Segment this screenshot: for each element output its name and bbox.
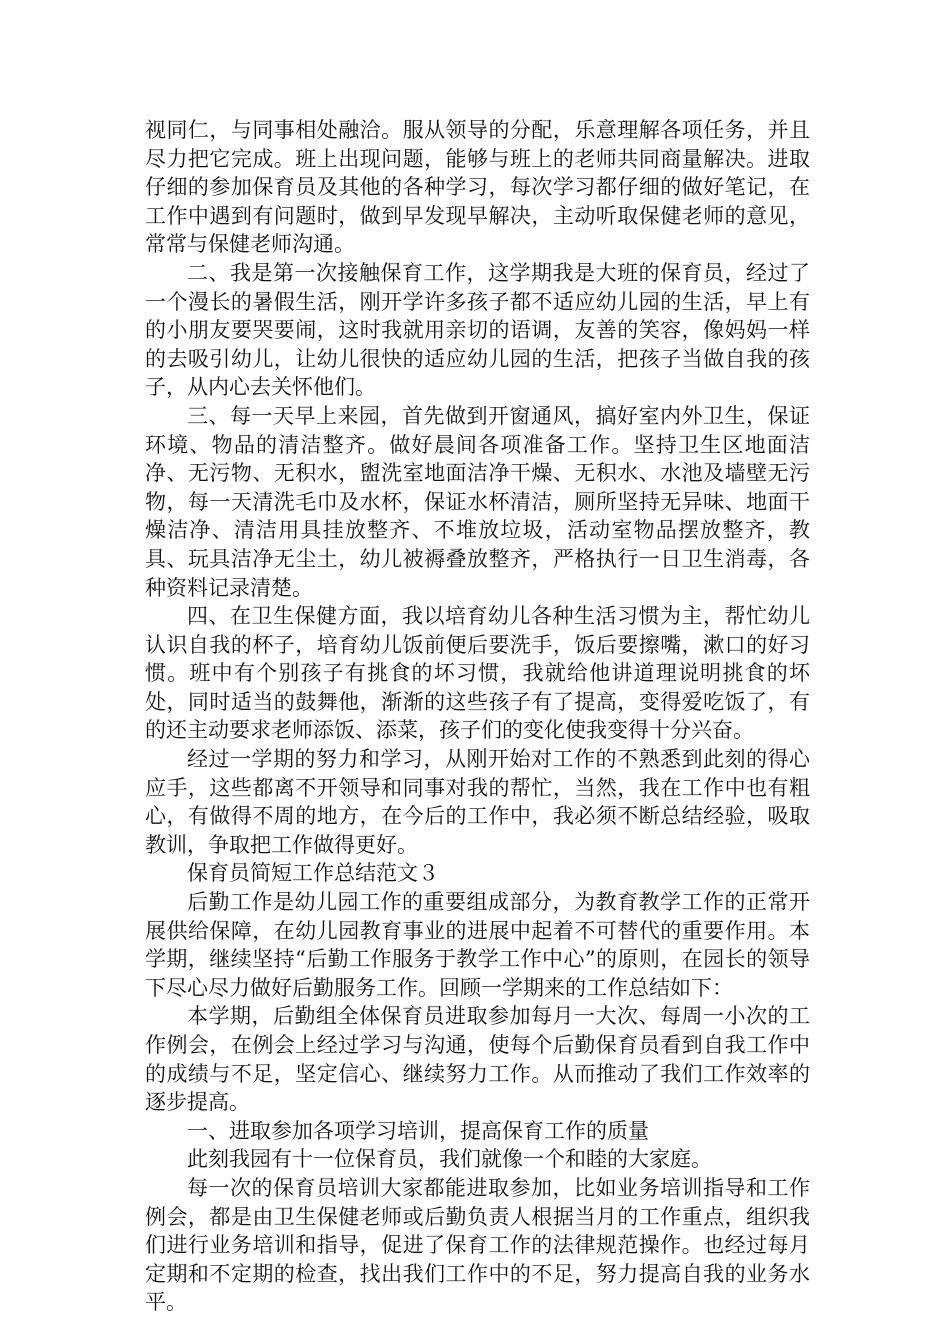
paragraph-3: 三、每一天早上来园，首先做到开窗通风，搞好室内外卫生，保证环境、物品的清洁整齐。做好晨间各项准备工作。坚持卫生区地面洁净、无污物、无积水，盥洗室地面洁净干燥、无积水、水池及墙壁无污物，每一天清洗毛巾及水杯，保证水杯清洁，厕所坚持无异味、地面干燥洁净、清洁用具挂放整齐、不堆放垃圾，活动室物品摆放整齐，教具、玩具洁净无尘土，幼儿被褥叠放整齐，严格执行一日卫生消毒，各种资料记录清楚。 xyxy=(145,403,810,600)
document-body xyxy=(145,116,810,1317)
paragraph-5: 经过一学期的努力和学习，从刚开始对工作的不熟悉到此刻的得心应手，这些都离不开领导和同事对我的帮忙，当然，我在工作中也有粗心，有做得不周的地方，在今后的工作中，我必须不断总结经验，吸取教训，争取把工作做得更好。 xyxy=(145,747,810,857)
section-title: 保育员简短工作总结范文３ xyxy=(187,861,439,886)
paragraph-4: 四、在卫生保健方面，我以培育幼儿各种生活习惯为主，帮忙幼儿认识自我的杯子，培育幼儿饭前便后要洗手，饭后要擦嘴，漱口的好习惯。班中有个别孩子有挑食的坏习惯，我就给他讲道理说明挑食的坏处，同时适当的鼓舞他，渐渐的这些孩子有了提高，变得爱吃饭了，有的还主动要求老师添饭、添菜，孩子们的变化使我变得十分兴奋。 xyxy=(145,604,810,743)
paragraph-11: 每一次的保育员培训大家都能进取参加，比如业务培训指导和工作例会，都是由卫生保健老师或后勤负责人根据当月的工作重点，组织我们进行业务培训和指导，促进了保育工作的法律规范操作。也经过每月定期和不定期的检查，找出我们工作中的不足，努力提高自我的业务水平。 xyxy=(145,1175,810,1315)
paragraph-1: 视同仁，与同事相处融洽。服从领导的分配，乐意理解各项任务，并且尽力把它完成。班上出现问题，能够与班上的老师共同商量解决。进取仔细的参加保育员及其他的各种学习，每次学习都仔细的做好笔记，在工作中遇到有问题时，做到早发现早解决，主动听取保健老师的意见，常常与保健老师沟通。 xyxy=(145,118,810,257)
paragraph-2: 二、我是第一次接触保育工作，这学期我是大班的保育员，经过了一个漫长的暑假生活，刚开学许多孩子都不适应幼儿园的生活，早上有的小朋友要哭要闹，这时我就用亲切的语调，友善的笑容，像妈妈一样的去吸引幼儿，让幼儿很快的适应幼儿园的生活，把孩子当做自我的孩子，从内心去关怀他们。 xyxy=(145,260,810,400)
subsection-title: 一、进取参加各项学习培训，提高保育工作的质量 xyxy=(187,1118,649,1143)
paragraph-8: 本学期，后勤组全体保育员进取参加每月一大次、每周一小次的工作例会，在例会上经过学习与沟通，使每个后勤保育员看到自我工作中的成绩与不足，坚定信心、继续努力工作。从而推动了我们工作效率的逐步提高。 xyxy=(145,1004,810,1115)
paragraph-10: 此刻我园有十一位保育员，我们就像一个和睦的大家庭。 xyxy=(187,1147,712,1172)
paragraph-7: 后勤工作是幼儿园工作的重要组成部分，为教育教学工作的正常开展供给保障，在幼儿园教育事业的进展中起着不可替代的重要作用。本学期，继续坚持“后勤工作服务于教学工作中心”的原则，在园长的领导下尽心尽力做好后勤服务工作。回顾一学期来的工作总结如下： xyxy=(145,890,810,1000)
